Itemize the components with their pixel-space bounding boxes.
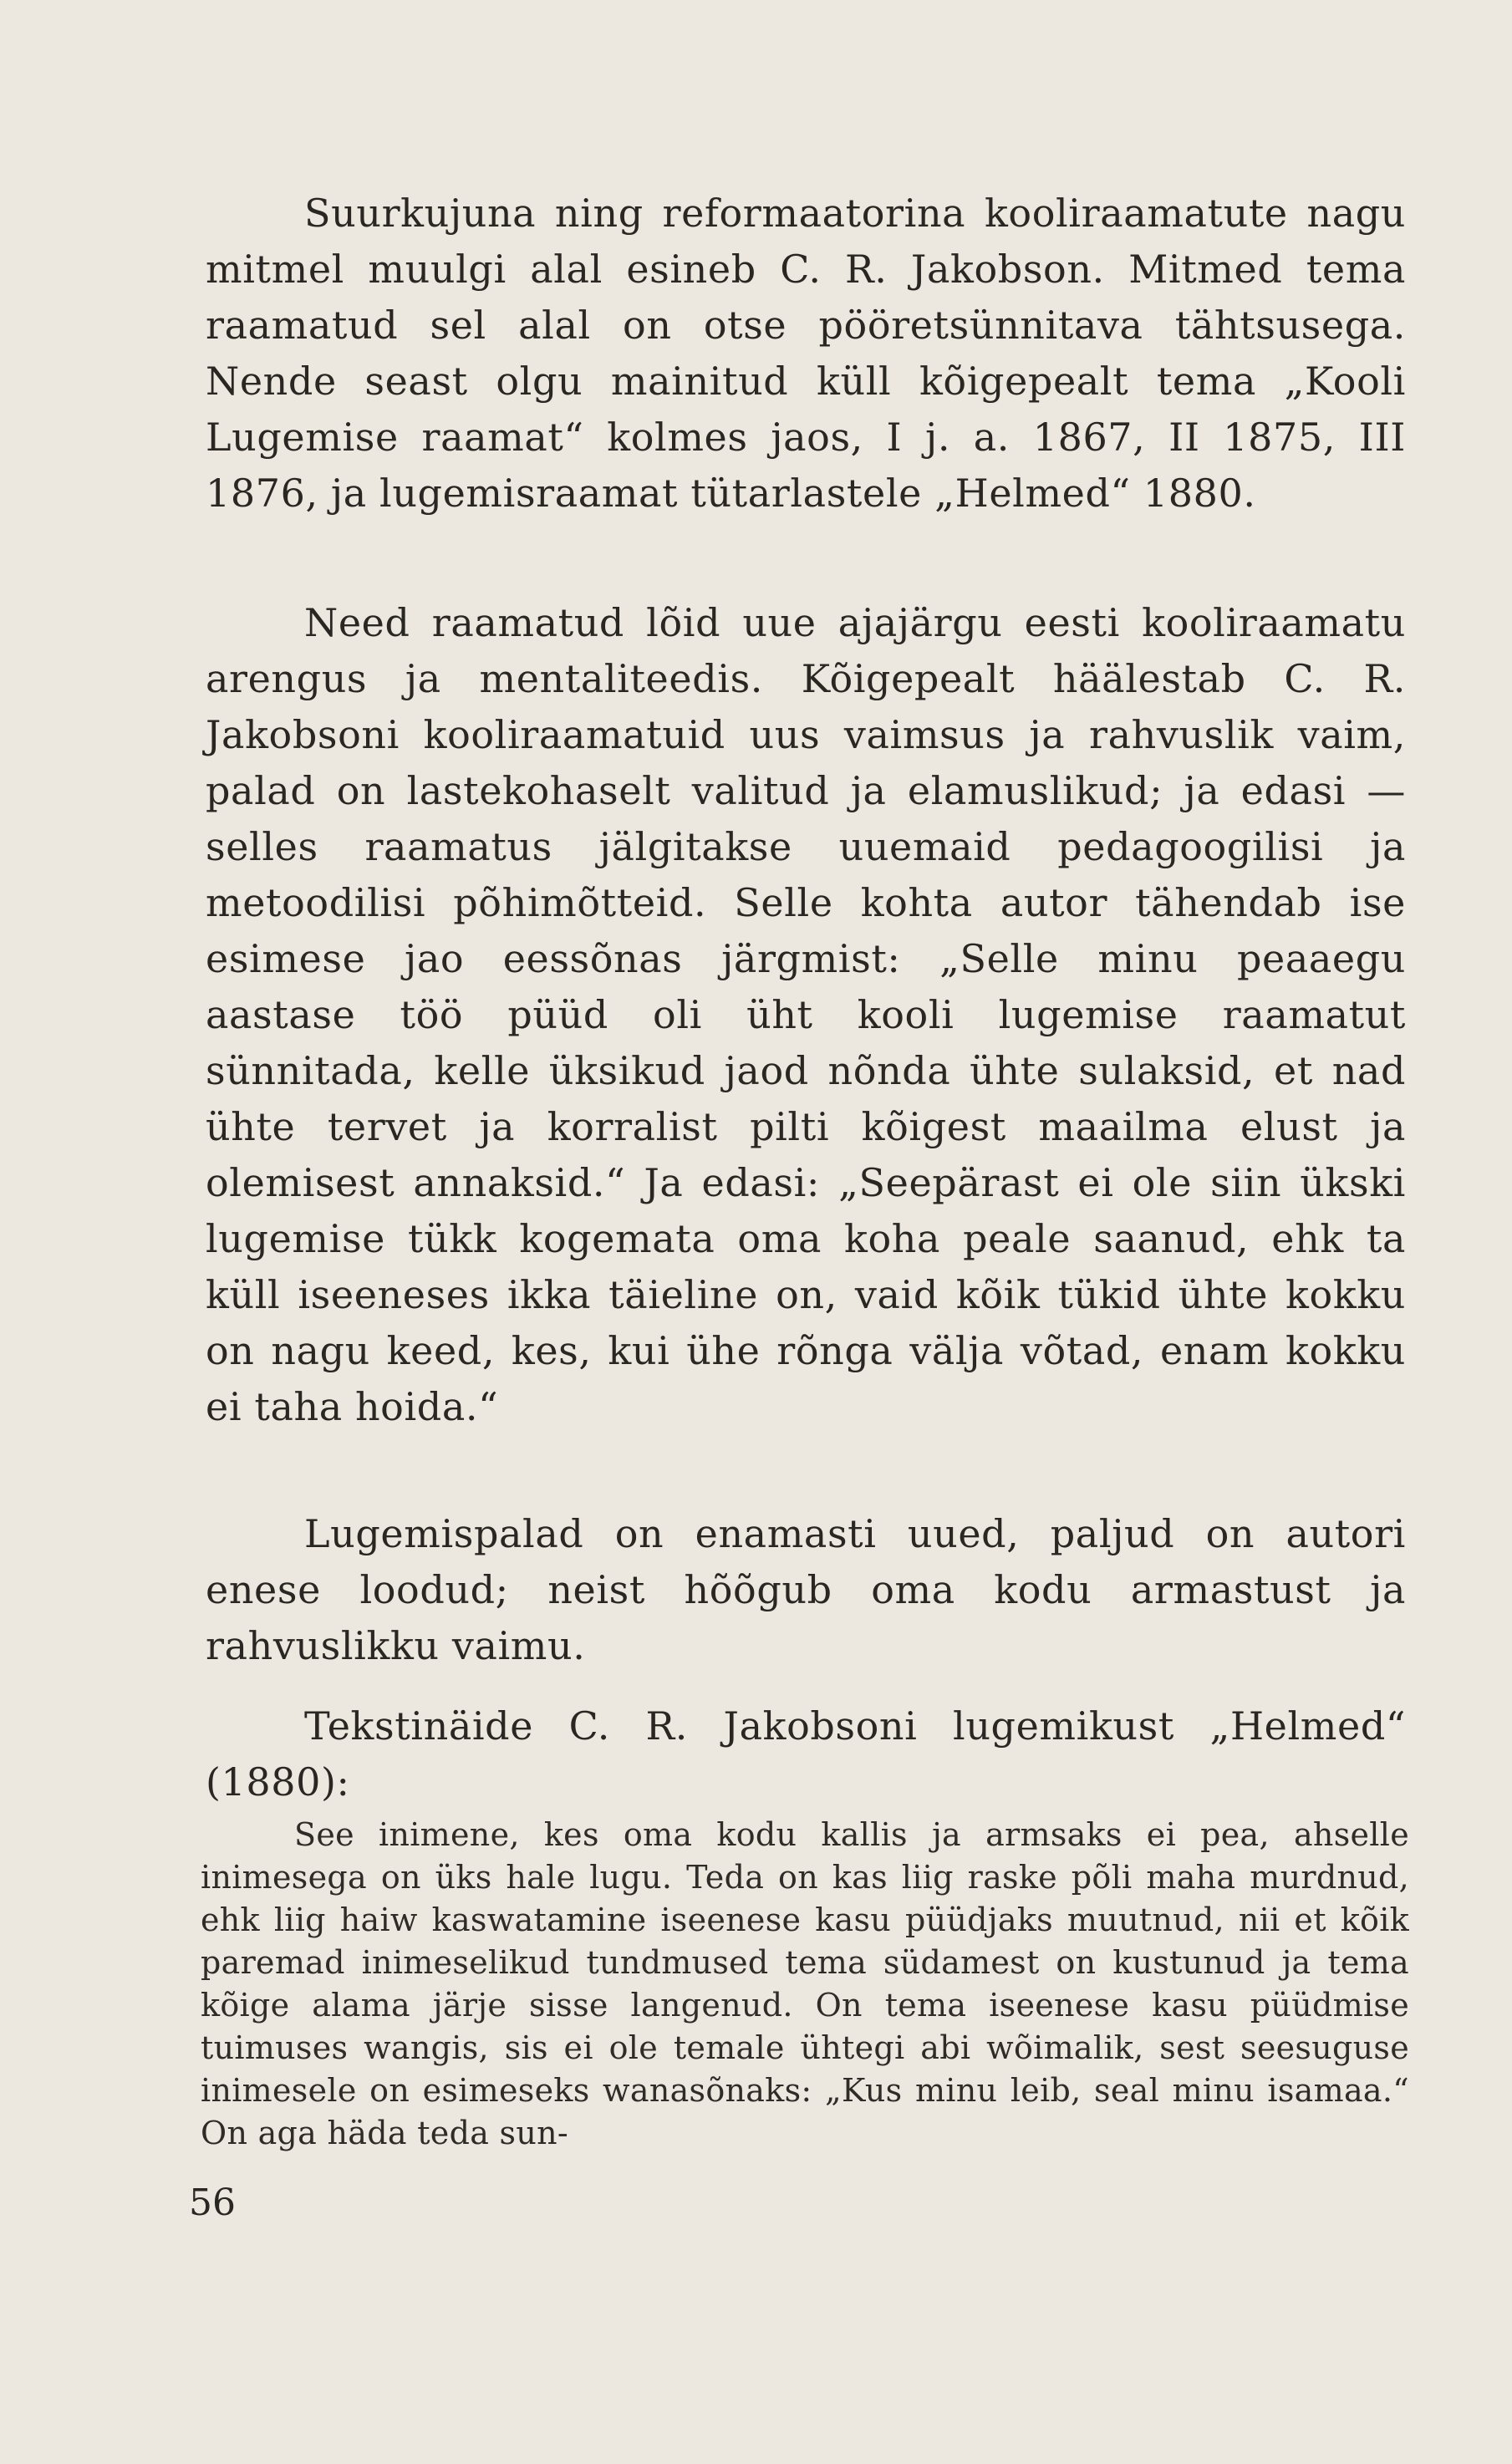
paragraph-reading-pieces: Lugemispalad on enamasti uued, paljud on autori enese loodud; neist hõõgub oma kodu armastust ja rahvuslikku vaimu. bbox=[206, 1511, 1406, 1668]
fraktur-excerpt: See inimene, kes oma kodu kallis ja armsaks ei pea, ahselle inimesega on üks hale lugu. Teda on kas liig raske põli maha murdnud, ehk liig haiw kaswatamine iseenese kasu püüdjaks muutnud, nii et kõik paremad inimeselikud tundmused tema südamest on kustunud ja tema kõige alama järje sisse langenud. On tema iseenese kasu püüdmise tuimuses wangis, sis ei ole temale ühtegi abi wõimalik, sest seesuguse inimesele on esimeseks wanasõnaks: „Kus minu leib, seal minu isamaa.“ On aga häda teda sun- bbox=[201, 1816, 1409, 2151]
paragraph-intro: Suurkujuna ning reformaatorina kooliraamatute nagu mitmel muulgi alal esineb C. R. Jakobson. Mitmed tema raamatud sel alal on otse pööretsünnitava tähtsusega. Nende seast olgu mainitud küll kõigepealt tema „Kooli Lugemise raamat“ kolmes jaos, I j. a. 1867, II 1875, III 1876, ja lugemisraamat tütarlastele „Helmed“ 1880. bbox=[206, 191, 1406, 516]
paragraph-textbooks: Need raamatud lõid uue ajajärgu eesti kooliraamatu arengus ja mentaliteedis. Kõigepealt häälestab C. R. Jakobsoni kooliraamatuid uus vaimsus ja rahvuslik vaim, palad on lastekohaselt valitud ja elamuslikud; ja edasi — selles raamatus jälgitakse uuemaid pedagoogilisi ja metoodilisi põhimõtteid. Selle kohta autor tähendab ise esimese jao eessõnas järgmist: „Selle minu peaaegu aastase töö püüd oli üht kooli lugemise raamatut sünnitada, kelle üksikud jaod nõnda ühte sulaksid, et nad ühte tervet ja korralist pilti kõigest maailma elust ja olemisest annaksid.“ Ja edasi: „Seepärast ei ole siin ükski lugemise tükk kogemata oma koha peale saanud, ehk ta küll iseeneses ikka täieline on, vaid kõik tükid ühte kokku on nagu keed, kes, kui ühe rõnga välja võtad, enam kokku ei taha hoida.“ bbox=[206, 600, 1406, 1429]
page-number: 56 bbox=[189, 2181, 236, 2224]
paragraph-sample-intro: Tekstinäide C. R. Jakobsoni lugemikust „Helmed“ (1880): bbox=[206, 1703, 1406, 1805]
